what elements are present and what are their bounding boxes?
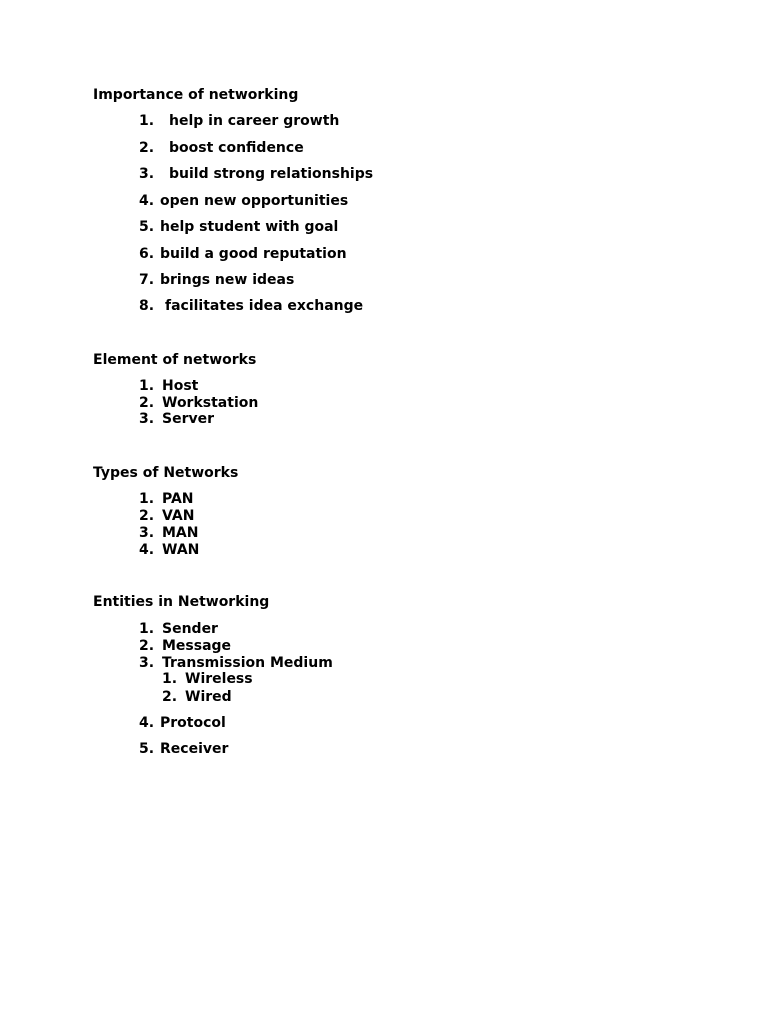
- list-item: 2. VAN: [139, 508, 195, 524]
- list-item: 3. Transmission Medium: [139, 655, 333, 671]
- list-item: 1. help in career growth: [139, 113, 340, 129]
- list-item: 3. MAN: [139, 525, 199, 541]
- list-item: 5. help student with goal: [139, 219, 339, 235]
- sub-list-item: 2. Wired: [162, 689, 232, 705]
- list-item: 6. build a good reputation: [139, 246, 347, 262]
- list-item: 4. Protocol: [139, 715, 226, 731]
- list-item: 8. facilitates idea exchange: [139, 298, 364, 314]
- section-heading-importance: Importance of networking: [93, 87, 299, 103]
- list-item: 4. open new opportunities: [139, 193, 349, 209]
- list-item: 1. Host: [139, 378, 199, 394]
- list-item: 2. Workstation: [139, 395, 259, 411]
- section-heading-entities: Entities in Networking: [93, 594, 270, 610]
- list-item: 1. PAN: [139, 491, 194, 507]
- list-item: 1. Sender: [139, 621, 218, 637]
- list-item: 2. Message: [139, 638, 232, 654]
- section-heading-elements: Element of networks: [93, 352, 257, 368]
- sub-list-item: 1. Wireless: [162, 671, 253, 687]
- list-item: 5. Receiver: [139, 741, 229, 757]
- list-item: 4. WAN: [139, 542, 200, 558]
- list-item: 3. build strong relationships: [139, 166, 374, 182]
- list-item: 7. brings new ideas: [139, 272, 295, 288]
- list-item: 2. boost confidence: [139, 140, 304, 156]
- list-item: 3. Server: [139, 411, 215, 427]
- section-heading-types: Types of Networks: [93, 465, 239, 481]
